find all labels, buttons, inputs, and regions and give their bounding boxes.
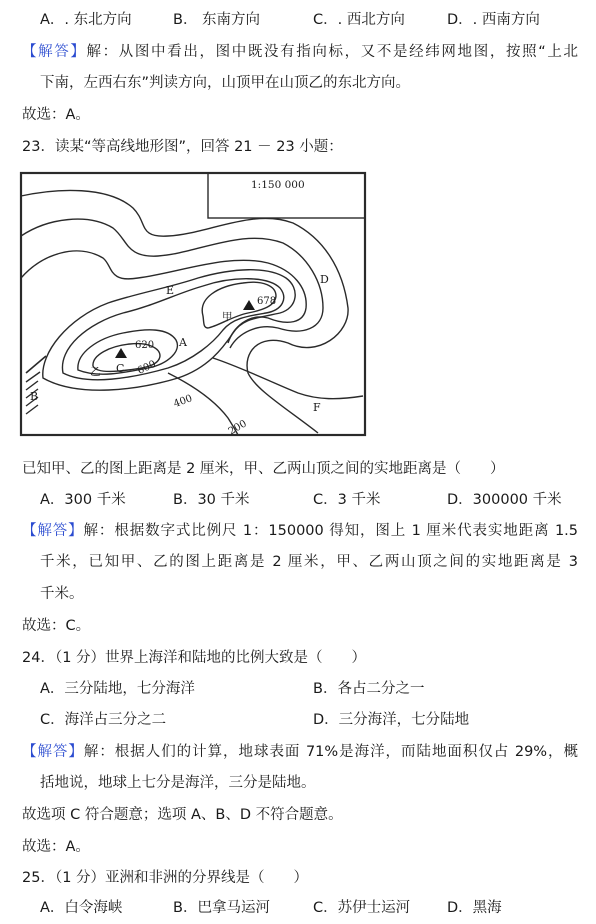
label-f: F (313, 401, 321, 414)
q22-answer-text-1: 解：从图中看出，图中既没有指向标，又不是经纬网地图，按照“上北 (86, 44, 578, 60)
label-jia: 甲 (222, 311, 233, 323)
q22-option-c: C．. 西北方向 (313, 12, 405, 28)
q22-options (40, 10, 586, 30)
label-620: 620 (135, 340, 155, 351)
q24-prompt: 24．（1 分）世界上海洋和陆地的比例大致是（ ） (22, 650, 367, 666)
q25-option-a: A．白令海峡 (40, 900, 123, 916)
q23-answer-line1 (22, 521, 578, 541)
q24-option-c: C．海洋占三分之二 (40, 712, 167, 728)
q24-options-row2 (40, 710, 586, 730)
q23-option-a: A．300 千米 (40, 492, 126, 508)
q24-option-b: B．各占二分之一 (313, 681, 425, 697)
q23-choice: 故选：C。 (22, 618, 91, 634)
q24-option-d: D．三分海洋，七分陆地 (313, 712, 470, 728)
q25-option-c: C．苏伊士运河 (313, 900, 411, 916)
q23-option-d: D．300000 千米 (447, 492, 562, 508)
q24-option-a: A．三分陆地，七分海洋 (40, 681, 195, 697)
label-400: 400 (172, 393, 194, 410)
q25-prompt: 25．（1 分）亚洲和非洲的分界线是（ ） (22, 870, 309, 886)
q22-option-a: A．. 东北方向 (40, 12, 132, 28)
q24-answer-line1 (22, 742, 578, 762)
q23-question: 已知甲、乙的图上距离是 2 厘米，甲、乙两山顶之间的实地距离是（ ） (22, 461, 505, 477)
summit-yi-marker (115, 348, 127, 358)
label-a: A (179, 336, 187, 349)
q22-answer-line1 (22, 42, 578, 62)
q25-option-b: B．巴拿马运河 (173, 900, 270, 916)
q24-answer-text-1: 解：根据人们的计算，地球表面 71%是海洋，而陆地面积仅占 29%，概 (83, 744, 579, 760)
label-e: E (166, 284, 175, 297)
q22-choice: 故选：A。 (22, 107, 90, 123)
q25-options (40, 898, 586, 918)
scale-text: 1:150 000 (251, 179, 305, 191)
q23-prompt: 23．读某“等高线地形图”，回答 21 － 23 小题： (22, 139, 343, 155)
summit-jia-marker (243, 300, 255, 310)
q23-answer-line3: 千米。 (40, 586, 84, 602)
q23-answer-text-1: 解：根据数字式比例尺 1：150000 得知，图上 1 厘米代表实地距离 1.5 (83, 523, 579, 539)
answer-tag: 【解答】 (22, 523, 84, 539)
map-frame (21, 173, 365, 438)
q24-answer-line2: 括地说，地球上七分是海洋，三分是陆地。 (40, 775, 316, 791)
label-b: B (30, 390, 39, 403)
q25-option-d: D．黑海 (447, 900, 502, 916)
q23-option-b: B．30 千米 (173, 492, 250, 508)
label-d: D (320, 273, 329, 286)
q24-choice: 故选：A。 (22, 839, 90, 855)
contour-map (18, 168, 370, 440)
q23-options (40, 490, 586, 510)
q22-option-b: B． 东南方向 (173, 12, 261, 28)
label-yi: 乙 (90, 366, 101, 378)
label-c: C (116, 362, 125, 375)
label-678: 678 (257, 296, 277, 307)
q23-option-c: C．3 千米 (313, 492, 381, 508)
answer-tag: 【解答】 (22, 44, 87, 60)
q24-options-row1 (40, 679, 586, 699)
q22-answer-line2: 下南，左西右东”判读方向，山顶甲在山顶乙的东北方向。 (40, 75, 411, 91)
answer-tag: 【解答】 (22, 744, 84, 760)
q24-note: 故选项 C 符合题意；选项 A、B、D 不符合题意。 (22, 807, 343, 823)
q23-answer-line2: 千米，已知甲、乙的图上距离是 2 厘米，甲、乙两山顶之间的实地距离是 3 (40, 554, 578, 570)
label-200: 200 (226, 418, 249, 438)
label-600: 600 (135, 358, 158, 377)
q22-option-d: D．. 西南方向 (447, 12, 540, 28)
